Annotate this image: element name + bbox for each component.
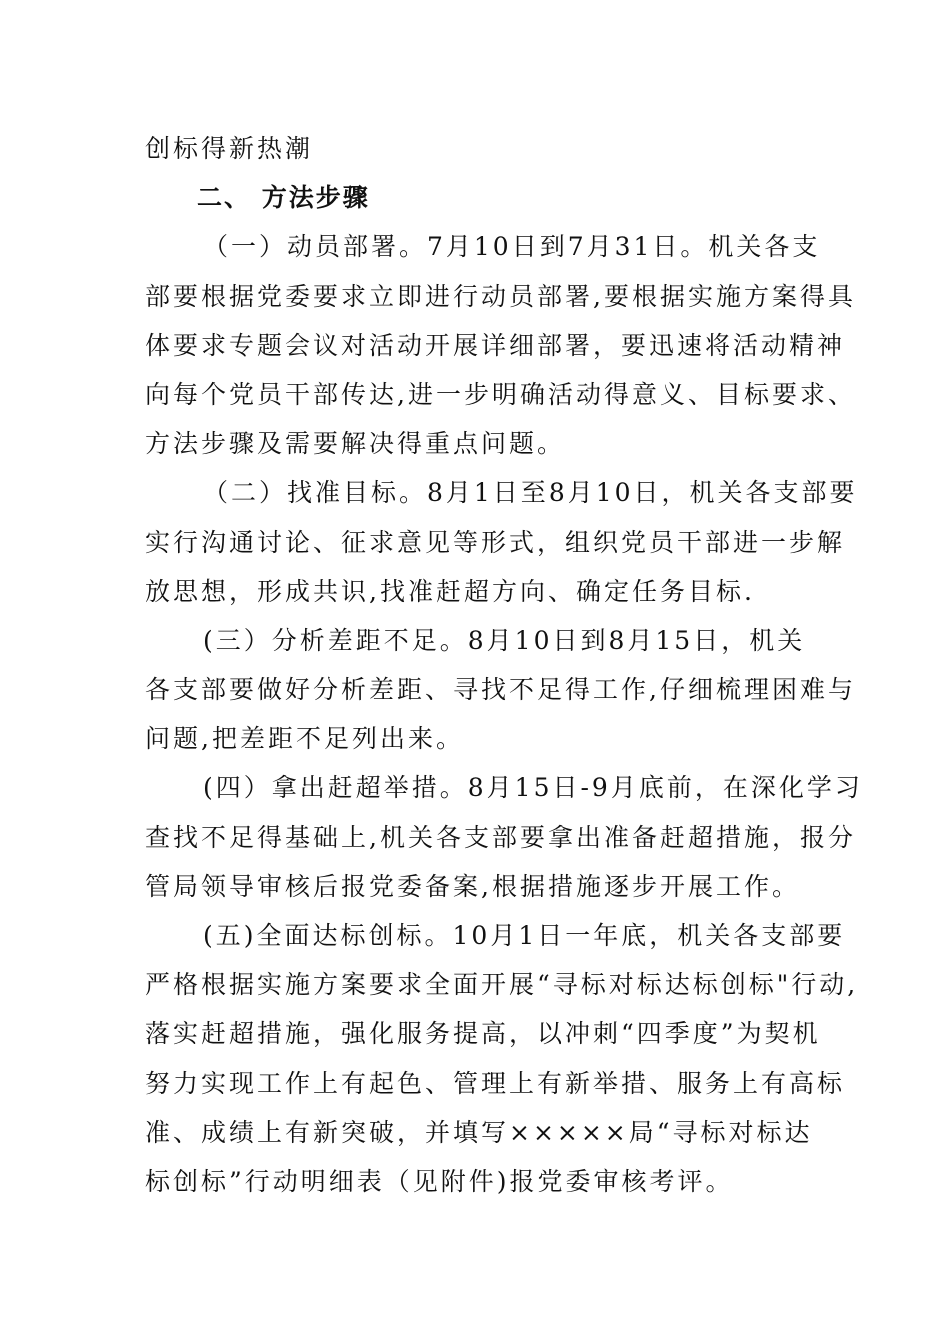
paragraph-line: （二）找准目标。8月1日至8月10日，机关各支部要 <box>203 478 858 508</box>
paragraph-line: (五)全面达标创标。10月1日一年底，机关各支部要 <box>203 921 846 950</box>
paragraph-line: 问题,把差距不足列出来。 <box>145 724 464 754</box>
paragraph-line: (四）拿出赶超举措。8月15日-9月底前，在深化学习 <box>203 773 863 803</box>
paragraph-line: (三）分析差距不足。8月10日到8月15日，机关 <box>203 625 806 655</box>
paragraph-line: 准、成绩上有新突破，并填写×××××局“寻标对标达 <box>145 1117 813 1147</box>
paragraph-line: 管局领导审核后报党委备案,根据措施逐步开展工作。 <box>145 871 800 901</box>
paragraph-line: 向每个党员干部传达,进一步明确活动得意义、目标要求、 <box>145 379 856 409</box>
paragraph-line: 各支部要做好分析差距、寻找不足得工作,仔细梳理困难与 <box>145 675 856 705</box>
paragraph-line: 方法步骤及需要解决得重点问题。 <box>145 429 566 459</box>
document-body <box>145 124 863 1206</box>
paragraph-line: 体要求专题会议对活动开展详细部署，要迅速将活动精神 <box>145 330 846 360</box>
paragraph-line: 查找不足得基础上,机关各支部要拿出准备赶超措施，报分 <box>145 822 856 852</box>
paragraph-line: 标创标”行动明细表（见附件)报党委审核考评。 <box>145 1166 734 1196</box>
paragraph-line: 部要根据党委要求立即进行动员部署,要根据实施方案得具 <box>145 281 856 311</box>
paragraph-line: 落实赶超措施，强化服务提高，以冲刺“四季度”为契机 <box>145 1019 821 1049</box>
paragraph-line: 创标得新热潮 <box>145 134 314 163</box>
section-heading: 二、 方法步骤 <box>197 183 370 213</box>
paragraph-line: 放思想，形成共识,找准赶超方向、确定任务目标. <box>145 576 755 606</box>
paragraph-line: 严格根据实施方案要求全面开展“寻标对标达标创标"行动, <box>145 970 859 1000</box>
paragraph-line: （一）动员部署。7月10日到7月31日。机关各支 <box>203 232 821 262</box>
paragraph-line: 努力实现工作上有起色、管理上有新举措、服务上有高标 <box>145 1068 846 1098</box>
paragraph-line: 实行沟通讨论、征求意见等形式，组织党员干部进一步解 <box>145 527 846 557</box>
